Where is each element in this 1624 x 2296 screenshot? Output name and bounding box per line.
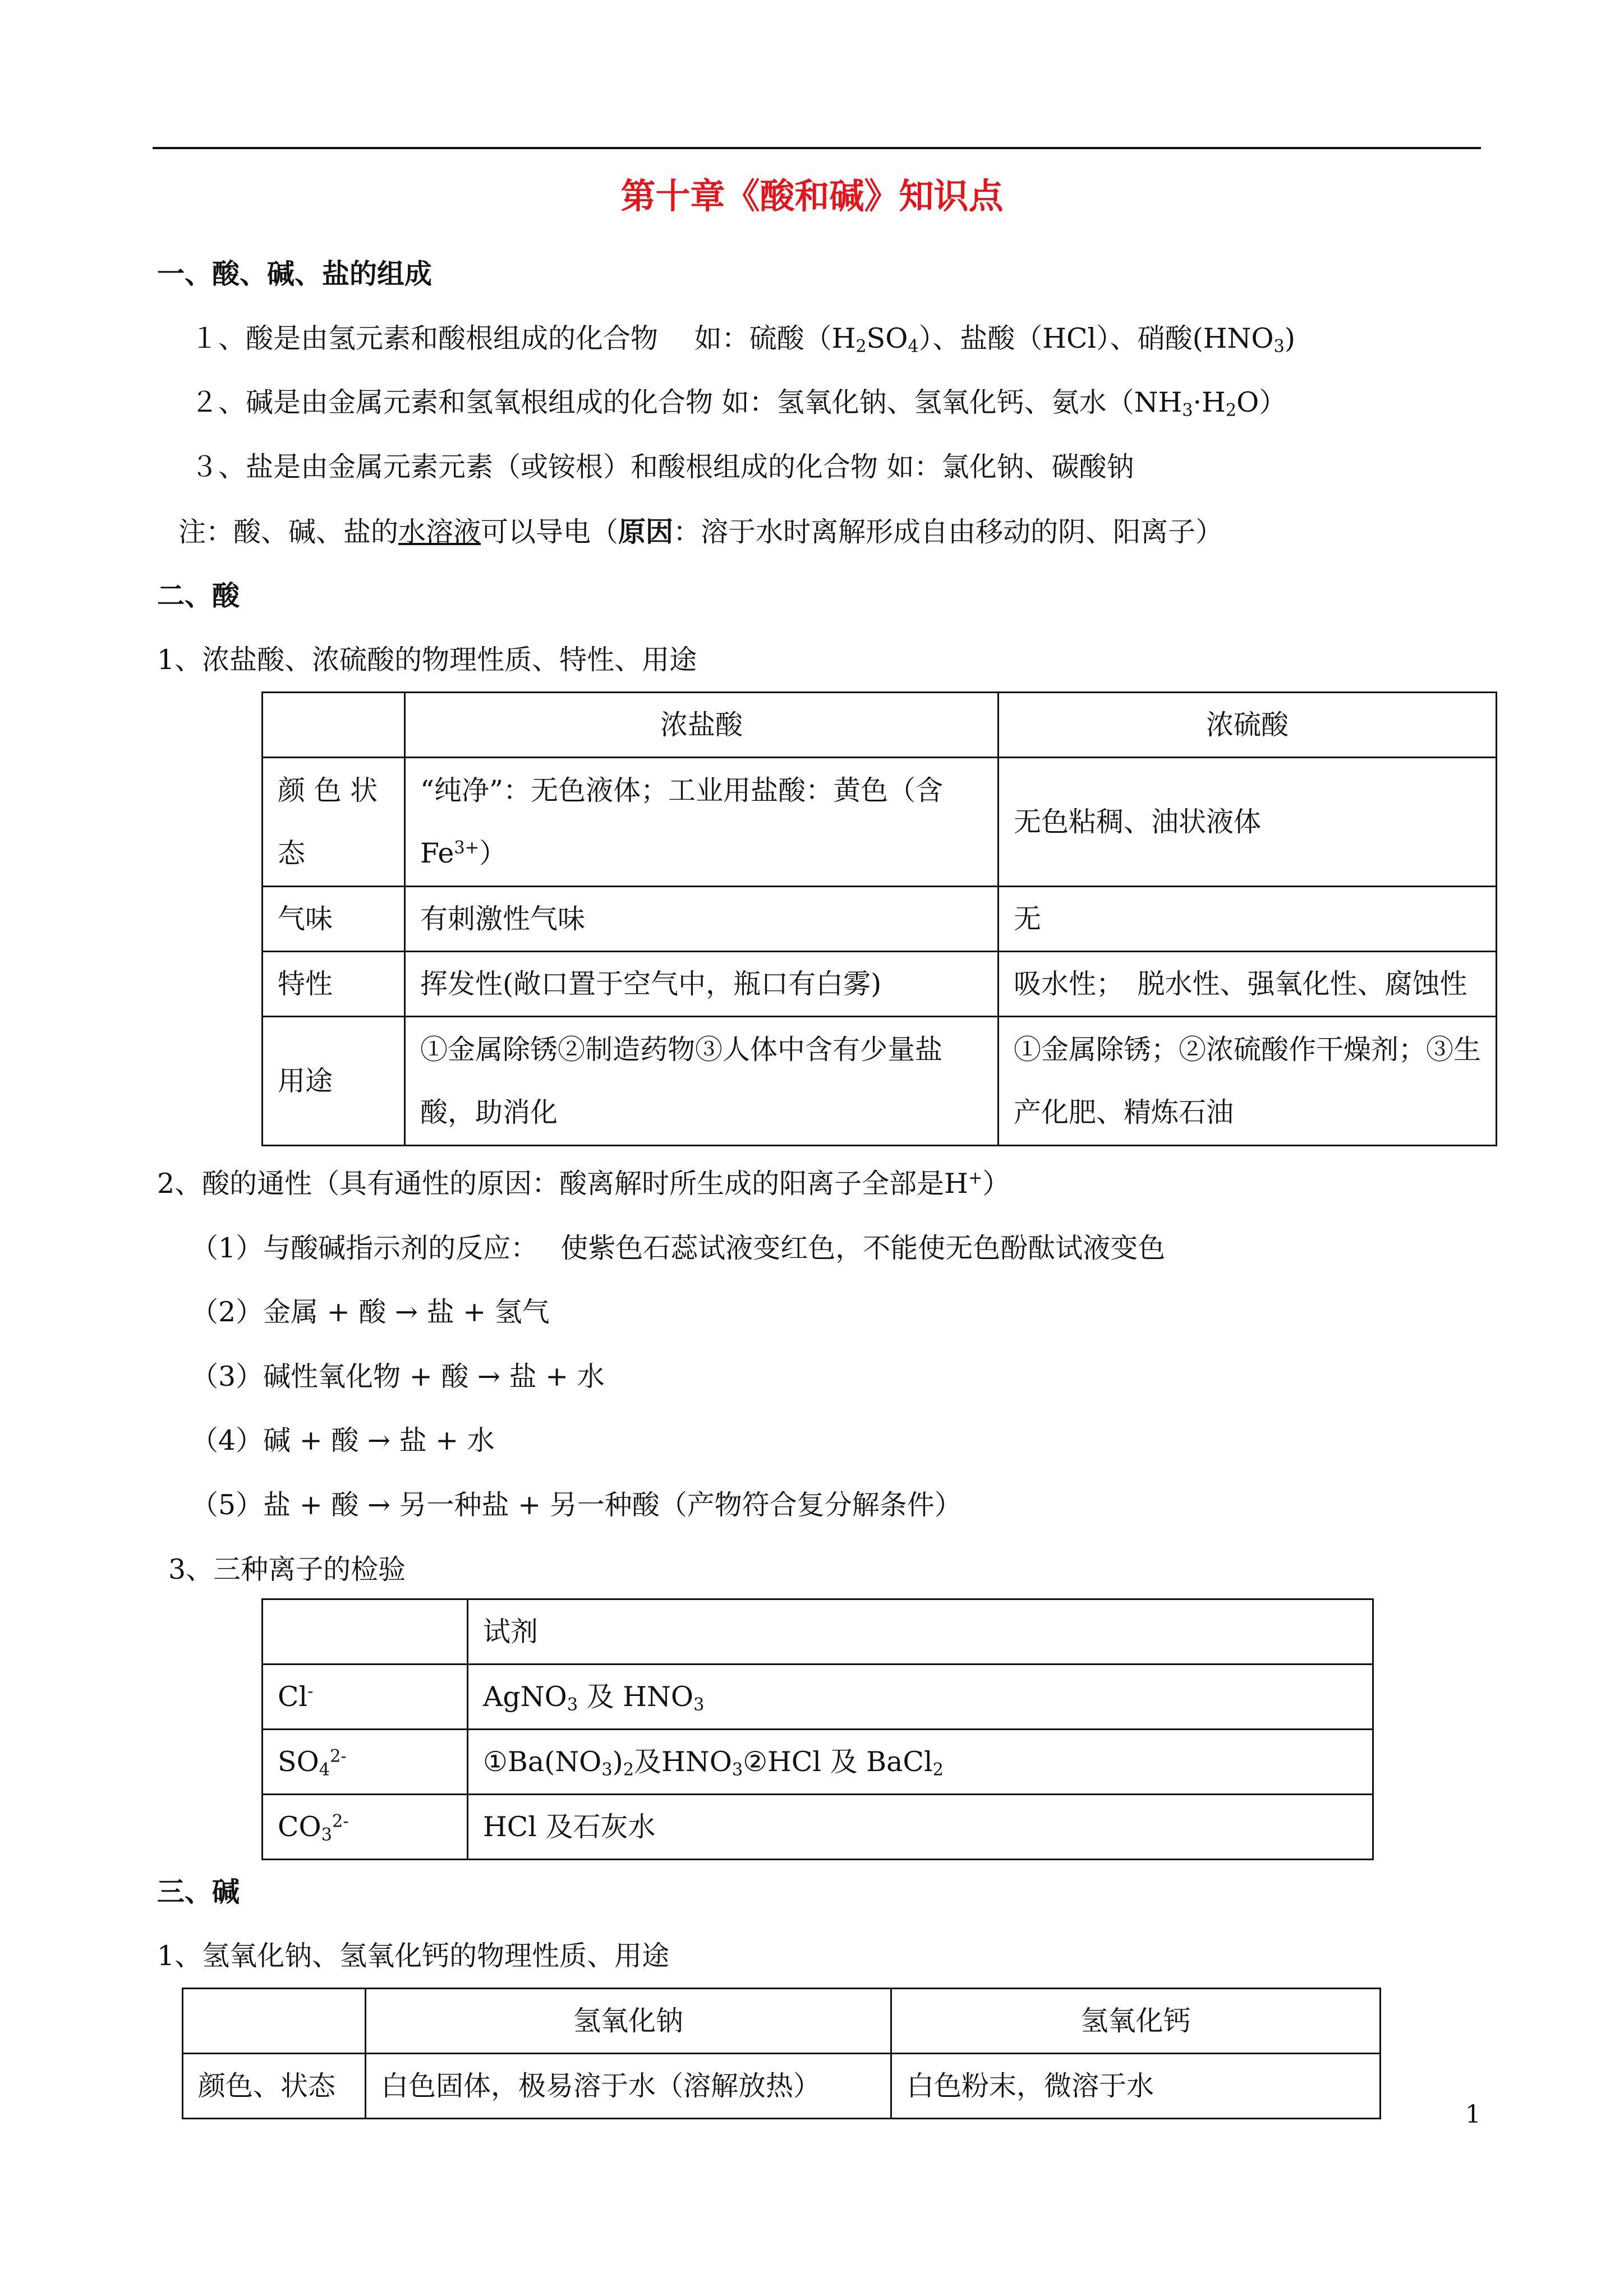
reagent-cell: HCl 及石灰水 [468, 1795, 1373, 1860]
table-cell: “纯净”：无色液体；工业用盐酸：黄色（含$Fe^{3+}$） [405, 758, 999, 887]
table-header-cell: 浓盐酸 [405, 693, 999, 758]
table-header-row [263, 1599, 1373, 1665]
acid-property-item: （1）与酸碱指示剂的反应： 使紫色石蕊试液变红色，不能使无色酚酞试液变色 [191, 1232, 1166, 1264]
header-rule [153, 147, 1481, 149]
table-row [263, 1795, 1373, 1860]
table-header-cell: 浓硫酸 [999, 693, 1497, 758]
table-row-label: 用途 [263, 1017, 405, 1146]
table-row [263, 887, 1497, 952]
table-cell: 白色固体，极易溶于水（溶解放热） [366, 2054, 891, 2119]
table-row [263, 952, 1497, 1017]
subheading-ion-tests: 3、三种离子的检验 [168, 1553, 406, 1585]
conductivity-note: 注：酸、碱、盐的水溶液可以导电（原因：溶于水时离解形成自由移动的阴、阳离子） [178, 515, 1223, 548]
section-heading-base: 三、碱 [157, 1875, 240, 1908]
section-heading-composition: 一、酸、碱、盐的组成 [157, 257, 433, 290]
page-title: 第十章《酸和碱》知识点 [620, 176, 1004, 216]
item-acid-definition: １、酸是由氢元素和酸根组成的化合物 如：硫酸$(H_2SO_4)$、盐酸（HCl）、硝酸$(HNO_3)$ [191, 322, 1295, 357]
table-row [263, 1665, 1373, 1730]
table-cell [183, 1989, 366, 2054]
table-cell: 无色粘稠、油状液体 [999, 758, 1497, 887]
ion-test-table [261, 1598, 1374, 1860]
base-properties-table [182, 1988, 1381, 2119]
subheading-acid-properties: 1、浓盐酸、浓硫酸的物理性质、特性、用途 [157, 644, 697, 676]
table-row-label: 颜 色 状态 [263, 758, 405, 887]
item-base-definition: ２、碱是由金属元素和氢氧根组成的化合物 如：氢氧化钠、氢氧化钙、氨水$(NH_3\cdot H_2O)$ [191, 386, 1287, 421]
table-row [183, 2054, 1381, 2119]
page-number: 1 [1465, 2100, 1481, 2129]
acid-property-item: （5）盐 + 酸 → 另一种盐 + 另一种酸（产物符合复分解条件） [191, 1489, 962, 1521]
reagent-cell: $①Ba(NO_3)_2$及$HNO_3②HCl$ 及 BaCl$_2$ [468, 1730, 1373, 1795]
section-heading-acid: 二、酸 [157, 579, 240, 612]
table-header-row [263, 693, 1497, 758]
table-row [263, 758, 1497, 887]
acid-properties-table [261, 691, 1497, 1146]
table-cell: ①金属除锈；②浓硫酸作干燥剂；③生产化肥、精炼石油 [999, 1017, 1497, 1146]
table-header-cell: 氢氧化钙 [891, 1989, 1381, 2054]
acid-property-item: （3）碱性氧化物 + 酸 → 盐 + 水 [191, 1361, 605, 1393]
acid-property-item: （4）碱 + 酸 → 盐 + 水 [191, 1424, 495, 1456]
table-cell: 有刺激性气味 [405, 887, 999, 952]
subheading-base-properties: 1、氢氧化钠、氢氧化钙的物理性质、用途 [157, 1940, 670, 1972]
ion-label: $CO_3^{2-}$ [263, 1795, 468, 1860]
table-header-row [183, 1989, 1381, 2054]
acid-property-item: （2）金属 + 酸 → 盐 + 氢气 [191, 1296, 550, 1328]
reagent-cell: AgNO$_3$ 及 $HNO_3$ [468, 1665, 1373, 1730]
ion-label: $SO_4^{2-}$ [263, 1730, 468, 1795]
table-row-label: 特性 [263, 952, 405, 1017]
table-header-cell: 试剂 [468, 1599, 1373, 1665]
table-row-label: 气味 [263, 887, 405, 952]
table-cell: 无 [999, 887, 1497, 952]
table-row-label: 颜色、状态 [183, 2054, 366, 2119]
table-cell: 白色粉末，微溶于水 [891, 2054, 1381, 2119]
table-row [263, 1017, 1497, 1146]
table-header-cell: 氢氧化钠 [366, 1989, 891, 2054]
ion-label: Cl- [263, 1665, 468, 1730]
item-salt-definition: ３、盐是由金属元素元素（或铵根）和酸根组成的化合物 如：氯化钠、碳酸钠 [191, 451, 1134, 483]
table-cell: ①金属除锈②制造药物③人体中含有少量盐酸，助消化 [405, 1017, 999, 1146]
table-cell [263, 1599, 468, 1665]
table-row [263, 1730, 1373, 1795]
table-cell [263, 693, 405, 758]
subheading-acid-general-properties: 2、酸的通性（具有通性的原因：酸离解时所生成的阳离子全部是H+） [157, 1168, 1010, 1200]
table-cell: 挥发性(敞口置于空气中，瓶口有白雾) [405, 952, 999, 1017]
table-cell: 吸水性； 脱水性、强氧化性、腐蚀性 [999, 952, 1497, 1017]
